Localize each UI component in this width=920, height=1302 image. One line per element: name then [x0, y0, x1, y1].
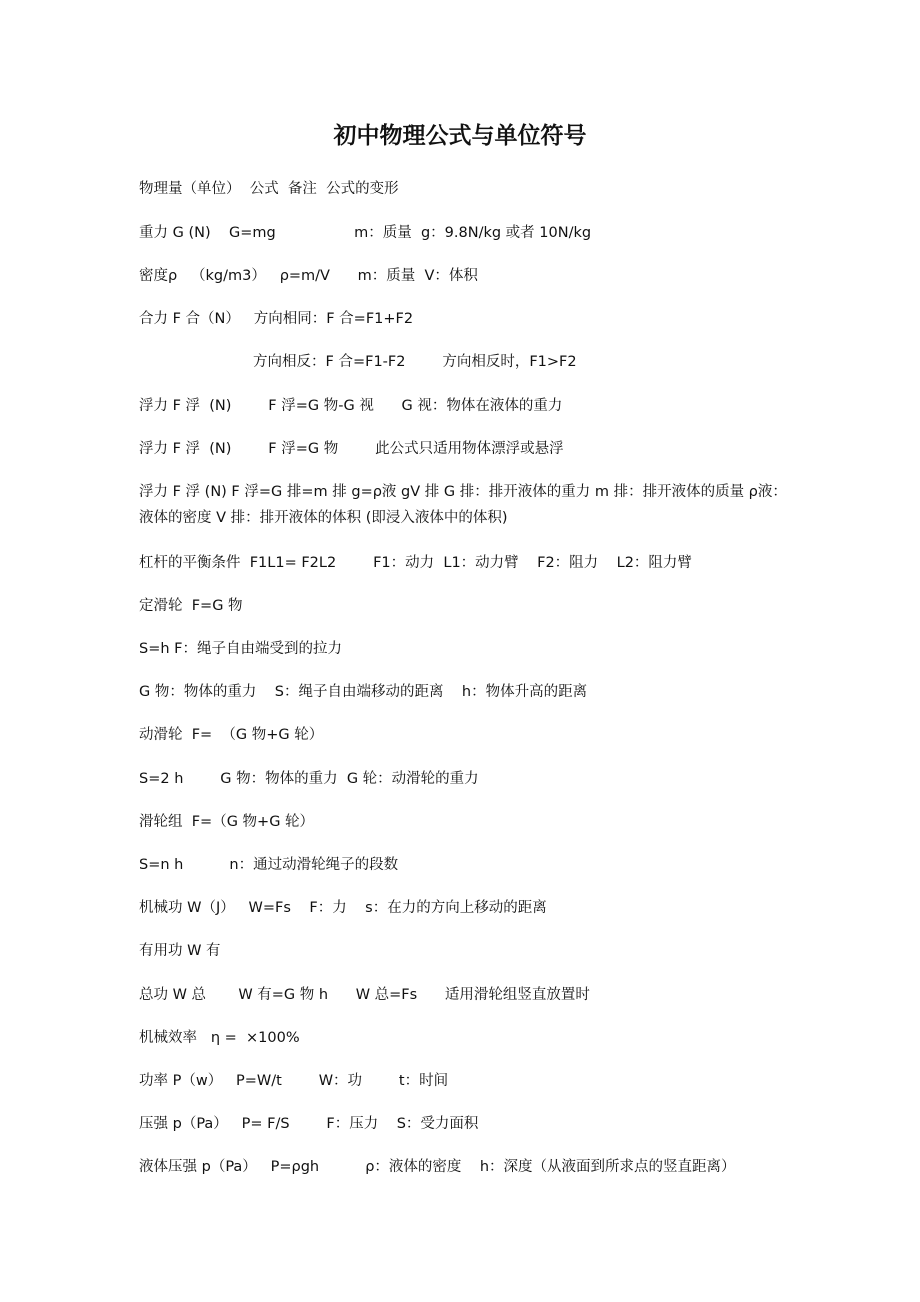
formula-line-fixed-pulley-notes: G 物：物体的重力 S：绳子自由端移动的距离 h：物体升高的距离 — [139, 684, 588, 700]
formula-line-fixed-pulley: 定滑轮 F=G 物 — [139, 598, 243, 614]
formula-line-resultant-force-same: 合力 F 合（N） 方向相同：F 合=F1+F2 — [139, 311, 414, 327]
formula-line-gravity: 重力 G (N) G=mg m：质量 g：9.8N/kg 或者 10N/kg — [139, 225, 592, 241]
formula-line-liquid-pressure: 液体压强 p（Pa） P=ρgh ρ：液体的密度 h：深度（从液面到所求点的竖直距离） — [139, 1159, 736, 1175]
formula-line-buoyancy-3: 浮力 F 浮 (N) F 浮=G 排=m 排 g=ρ液 gV 排 G 排：排开液体的重力 m 排：排开液体的质量 ρ液：液体的密度 V 排：排开液体的体积 (即浸入液体中的体积) — [139, 484, 787, 526]
page-title: 初中物理公式与单位符号 — [333, 122, 587, 149]
formula-line-resultant-force-opposite: 方向相反：F 合=F1-F2 方向相反时，F1>F2 — [253, 354, 577, 370]
formula-line-work: 机械功 W（J） W=Fs F：力 s：在力的方向上移动的距离 — [139, 900, 547, 916]
formula-line-pulley-block-s: S=n h n：通过动滑轮绳子的段数 — [139, 857, 399, 873]
formula-line-buoyancy-2: 浮力 F 浮 (N) F 浮=G 物 此公式只适用物体漂浮或悬浮 — [139, 441, 564, 457]
formula-line-power: 功率 P（w） P=W/t W：功 t：时间 — [139, 1073, 449, 1089]
formula-line-lever: 杠杆的平衡条件 F1L1= F2L2 F1：动力 L1：动力臂 F2：阻力 L2：阻力臂 — [139, 555, 692, 571]
formula-line-density: 密度ρ （kg/m3） ρ=m/V m：质量 V：体积 — [139, 268, 478, 284]
formula-line-movable-pulley: 动滑轮 F= （G 物+G 轮） — [139, 727, 324, 743]
formula-line-useful-work: 有用功 W 有 — [139, 943, 221, 959]
formula-line-pressure: 压强 p（Pa） P= F/S F：压力 S：受力面积 — [139, 1116, 479, 1132]
formula-line-total-work: 总功 W 总 W 有=G 物 h W 总=Fs 适用滑轮组竖直放置时 — [139, 987, 590, 1003]
formula-line-buoyancy-1: 浮力 F 浮 (N) F 浮=G 物-G 视 G 视：物体在液体的重力 — [139, 398, 563, 414]
formula-line-efficiency: 机械效率 η = ×100% — [139, 1030, 300, 1046]
table-header-line: 物理量（单位） 公式 备注 公式的变形 — [139, 181, 399, 197]
formula-line-fixed-pulley-s: S=h F：绳子自由端受到的拉力 — [139, 641, 342, 657]
formula-line-pulley-block: 滑轮组 F=（G 物+G 轮） — [139, 814, 315, 830]
formula-line-movable-pulley-s: S=2 h G 物：物体的重力 G 轮：动滑轮的重力 — [139, 771, 479, 787]
